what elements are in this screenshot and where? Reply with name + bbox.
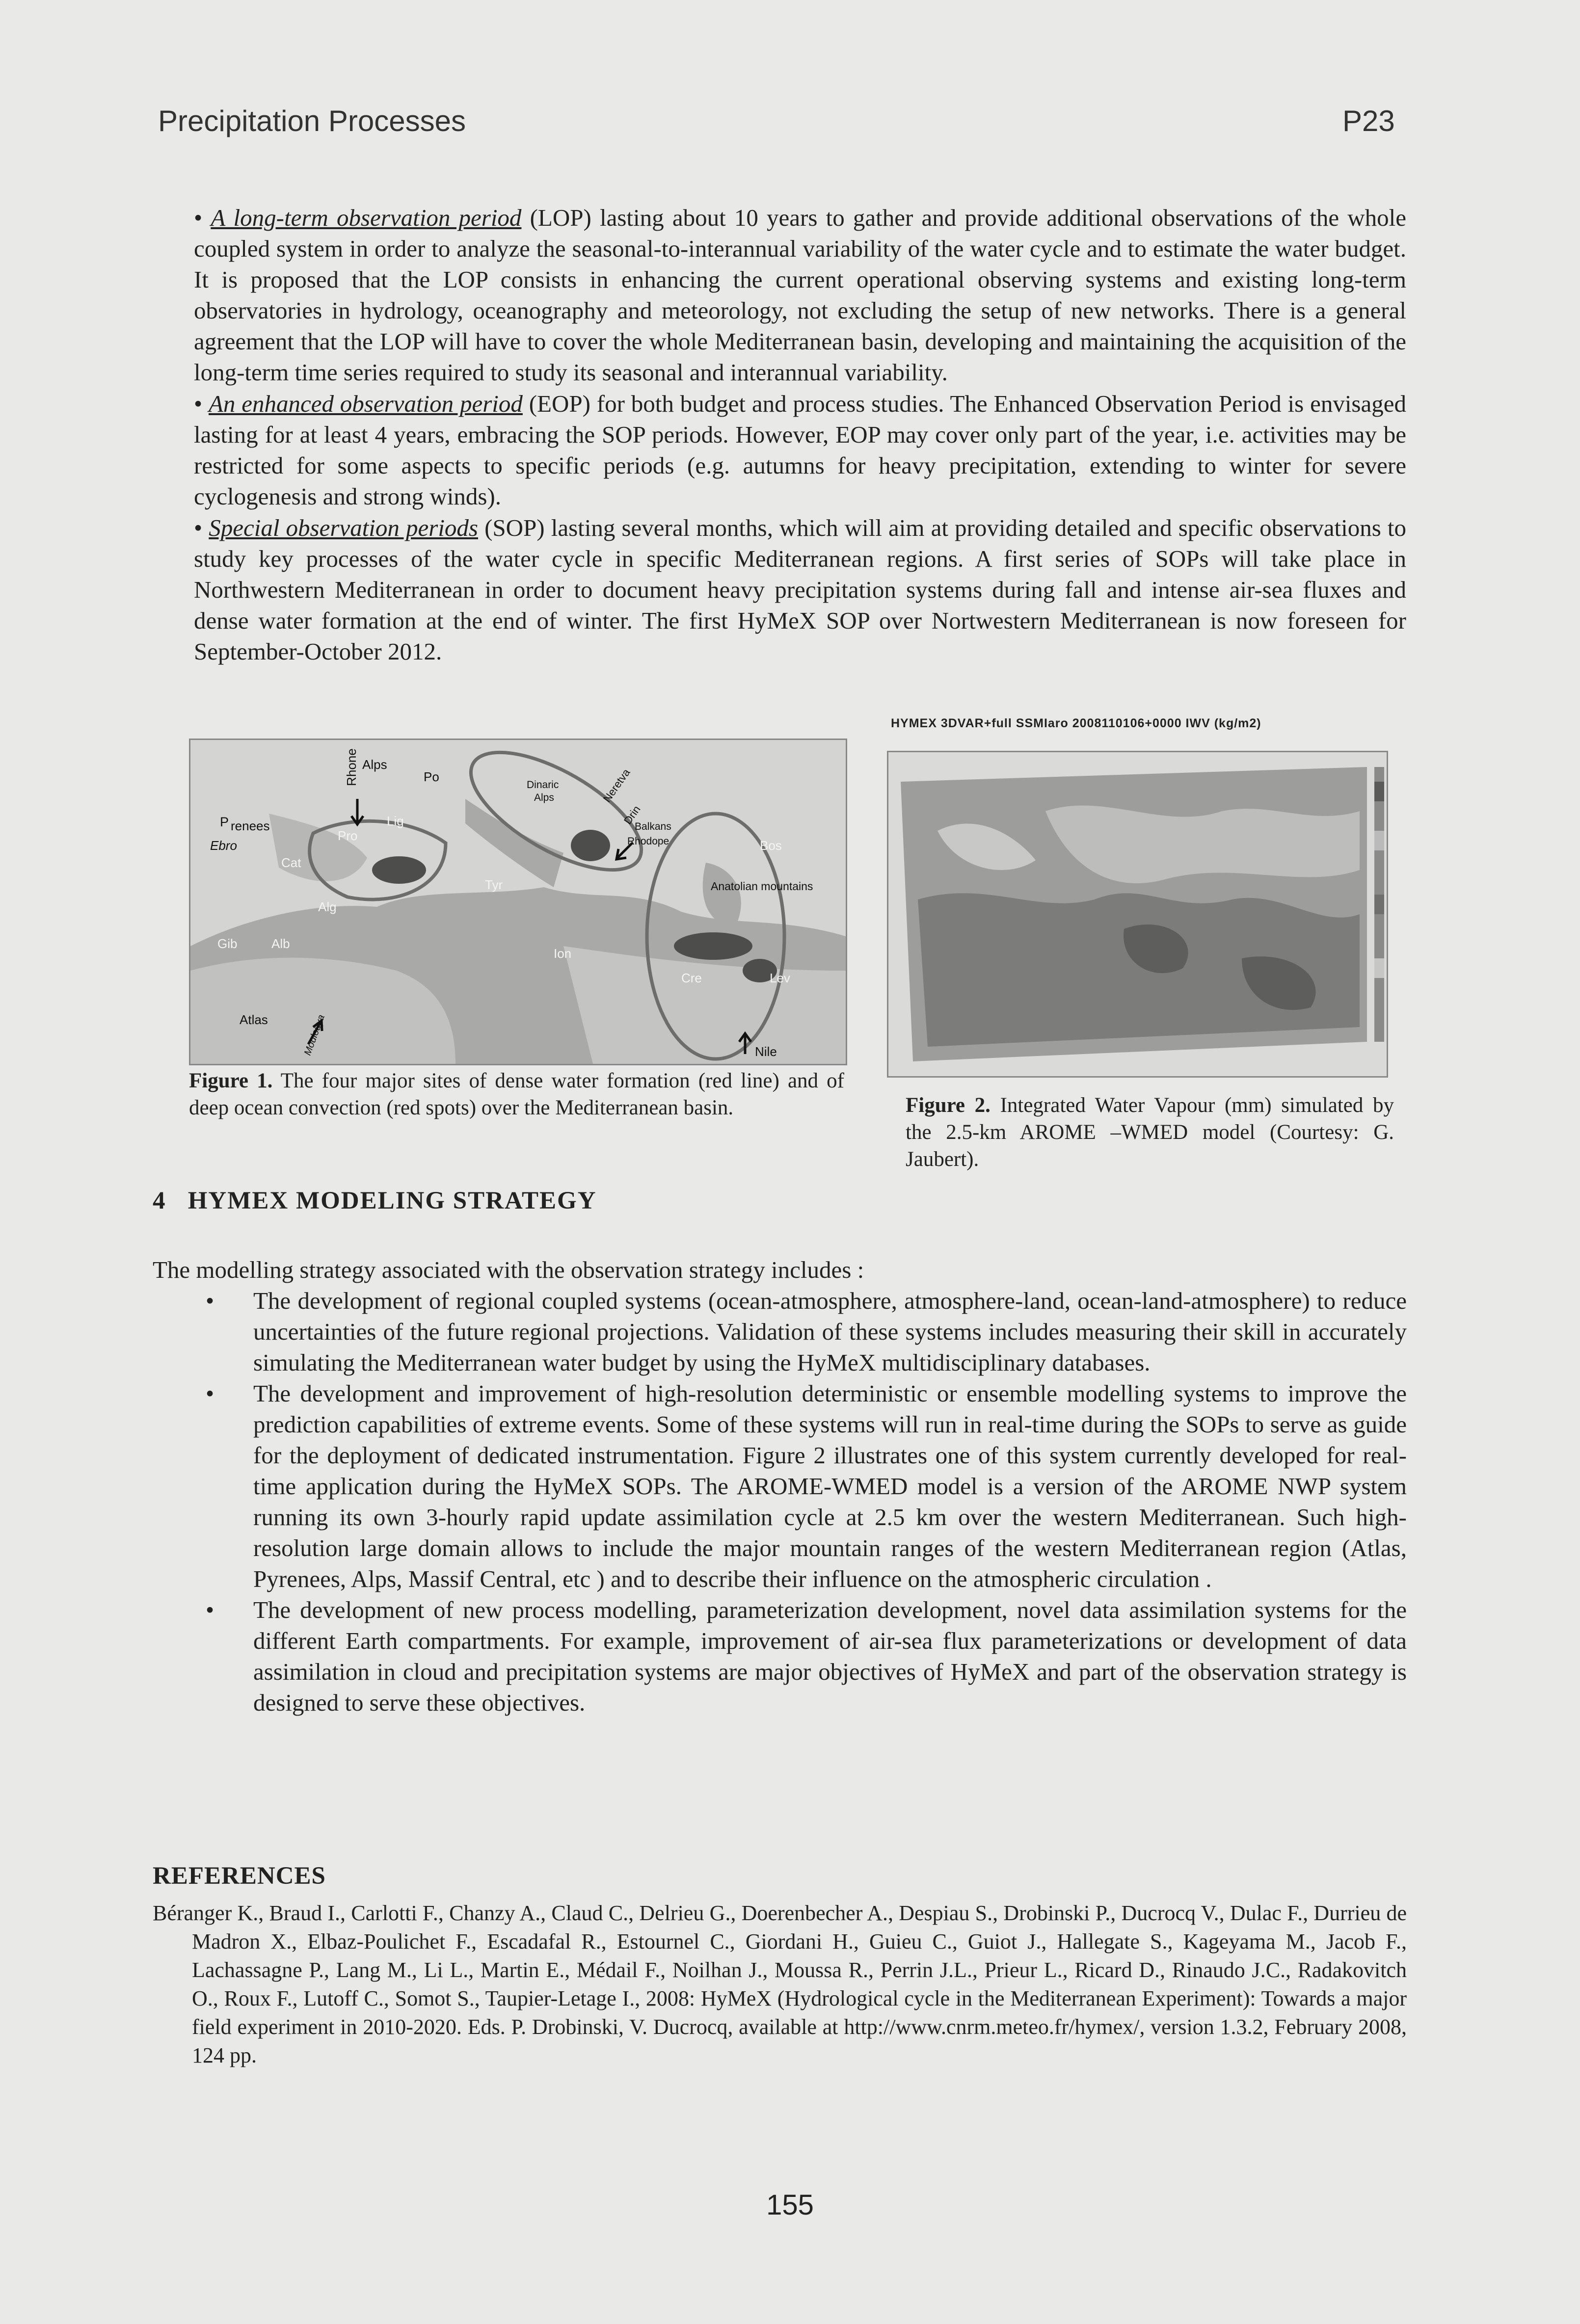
map-label-atlas: Atlas xyxy=(240,1012,268,1027)
obs-text: (LOP) lasting about 10 years to gather and provide additional observations of the whole coupled system in order to analyze the seasonal-to-interannual variability of the water cycle and to estimate the water budget. It is proposed that the LOP consists in enhancing the current operational observing systems and existing long-term observatories in hydrology, oceanography and meteorology, not excluding the setup of new networks. There is a general agreement that the LOP will have to cover the whole Mediterranean basin, developing and maintaining the acquisition of the long-term time series required to study its seasonal and interannual variability. xyxy=(194,204,1406,386)
obs-title: Special observation periods xyxy=(209,514,479,541)
bullet-item: • The development of new process modelling, parameterization development, novel data assimilation systems for the different Earth compartments. For example, improvement of air-sea flux parameterizations or development of data assimilation in cloud and precipitation systems are major objectives of HyMeX and part of the observation strategy is designed to serve these objectives. xyxy=(206,1596,1407,1716)
map-label-neretva: Neretva xyxy=(600,766,633,805)
running-header-left: Precipitation Processes xyxy=(158,105,466,137)
running-header-right: P23 xyxy=(1342,105,1395,137)
map-label-pyrenees: renees xyxy=(231,819,270,833)
bullet-text: The development of new process modelling, parameterization development, novel data assimilation systems for the different Earth compartments. For example, improvement of air-sea flux parameterizations or development of data assimilation in cloud and precipitation systems are major objectives of HyMeX and part of the observation strategy is designed to serve these objectives. xyxy=(253,1596,1407,1716)
bullet-item: • The development and improvement of high-resolution deterministic or ensemble modelling systems to improve the prediction capabilities of extreme events. Some of these systems will run in real-time during the SOPs to serve as guide for the deployment of dedicated instrumentation. Figure 2 illustrates one of this system currently developed for real-time application during the HyMeX SOPs. The AROME-WMED model is a version of the AROME NWP system running its own 3-hourly rapid update assimilation cycle at 2.5 km over the western Mediterranean. Such high-resolution large domain allows to include the major mountain ranges of the western Mediterranean region (Atlas, Pyrenees, Alps, Massif Central, etc ) and to describe their influence on the atmospheric circulation . xyxy=(206,1380,1407,1592)
mediterranean-map xyxy=(190,740,846,1064)
map-label-dinaric: Dinaric xyxy=(527,779,559,791)
obs-text: (SOP) lasting several months, which will aim at providing detailed and specific observations to study key processes of the water cycle in specific Mediterranean regions. A first series of SOPs will take place in Northwestern Mediterranean in order to document heavy precipitation systems during fall and intense air-sea fluxes and dense water formation at the end of winter. The first HyMeX SOP over Nortwestern Mediterranean is now foreseen for September-October 2012. xyxy=(194,514,1407,665)
figure-1-label: Figure 1. xyxy=(189,1069,273,1092)
modelling-strategy-body xyxy=(153,1254,1407,1718)
map-label-lig: Lig xyxy=(387,814,404,828)
section-title: HYMEX MODELING STRATEGY xyxy=(187,1187,597,1215)
obs-title: A long-term observation period xyxy=(211,204,522,231)
map-label-nile: Nile xyxy=(755,1044,777,1059)
map-label-p: P xyxy=(220,815,229,829)
obs-item-lop: • A long-term observation period (LOP) lasting about 10 years to gather and provide additional observations of the whole coupled system in order to analyze the seasonal-to-interannual variability of the water cycle and to estimate the water budget. It is proposed that the LOP consists in enhancing the current operational observing systems and existing long-term observatories in hydrology, oceanography and meteorology, not excluding the setup of new networks. There is a general agreement that the LOP will have to cover the whole Mediterranean basin, developing and maintaining the acquisition of the long-term time series required to study its seasonal and interannual variability. xyxy=(194,204,1406,386)
figure-2-label: Figure 2. xyxy=(906,1094,991,1117)
map-label-cre: Cre xyxy=(681,971,702,985)
bullet-text: The development and improvement of high-resolution deterministic or ensemble modelling systems to improve the prediction capabilities of extreme events. Some of these systems will run in real-time during the SOPs to serve as guide for the deployment of dedicated instrumentation. Figure 2 illustrates one of this system currently developed for real-time application during the HyMeX SOPs. The AROME-WMED model is a version of the AROME NWP system running its own 3-hourly rapid update assimilation cycle at 2.5 km over the western Mediterranean. Such high-resolution large domain allows to include the major mountain ranges of the western Mediterranean region (Atlas, Pyrenees, Alps, Massif Central, etc ) and to describe their influence on the atmospheric circulation . xyxy=(253,1380,1407,1592)
map-label-moulouya: Moulouya xyxy=(302,1013,327,1057)
map-label-tyr: Tyr xyxy=(485,877,503,892)
page-number: 155 xyxy=(766,2189,814,2221)
figure-2-caption xyxy=(906,1092,1394,1173)
figure-1-map xyxy=(189,739,847,1065)
intro-paragraph: The modelling strategy associated with the observation strategy includes : xyxy=(153,1256,864,1283)
figure-1-caption-text: The four major sites of dense water formation (red line) and of deep ocean convection (red spots) over the Mediterranean basin. xyxy=(189,1069,844,1119)
map-label-alg: Alg xyxy=(318,899,337,914)
map-label-bos: Bos xyxy=(760,838,782,853)
figure-2-caption-text: Integrated Water Vapour (mm) simulated by the 2.5-km AROME –WMED model (Courtesy: G. Jaubert). xyxy=(906,1094,1394,1171)
bullet-text: The development of regional coupled systems (ocean-atmosphere, atmosphere-land, ocean-land-atmosphere) to reduce uncertainties of the future regional projections. Validation of these systems includes measuring their skill in accurately simulating the Mediterranean water budget by using the HyMeX multidisciplinary databases. xyxy=(253,1287,1407,1376)
obs-title: An enhanced observation period xyxy=(208,390,523,417)
map-label-ebro: Ebro xyxy=(210,838,237,853)
figure-1-caption xyxy=(189,1067,844,1121)
map-label-gib: Gib xyxy=(217,936,238,951)
map-label-rhodope: Rhodope xyxy=(627,836,669,847)
map-label-rhone: Rhone xyxy=(344,748,359,786)
section-number: 4 xyxy=(153,1187,166,1215)
observation-periods xyxy=(194,202,1406,667)
reference-item: Béranger K., Braud I., Carlotti F., Chanzy A., Claud C., Delrieu G., Doerenbecher A., Despiau S., Drobinski P., Ducrocq V., Dulac F., Durrieu de Madron X., Elbaz-Poulichet F., Escadafal R., Estournel C., Giordani H., Guieu C., Guiot J., Hallegate S., Kageyama M., Jacob F., Lachassagne P., Lang M., Li L., Martin E., Médail F., Noilhan J., Moussa R., Perrin J.L., Prieur L., Ricard D., Rinaudo J.C., Radakovitch O., Roux F., Lutoff C., Somot S., Taupier-Letage I., 2008: HyMeX (Hydrological cycle in the Mediterranean Experiment): Towards a major field experiment in 2010-2020. Eds. P. Drobinski, V. Ducrocq, available at http://www.cnrm.meteo.fr/hymex/, version 1.3.2, February 2008, 124 pp. xyxy=(153,1901,1407,2067)
map-label-alps: Alps xyxy=(362,757,387,772)
map-label-pro: Pro xyxy=(338,828,358,843)
section-heading xyxy=(153,1187,597,1215)
map-label-po: Po xyxy=(424,769,439,784)
figure-2-iwv-map xyxy=(887,751,1388,1078)
iwv-field xyxy=(888,752,1387,1076)
map-label-ion: Ion xyxy=(554,946,572,961)
map-label-balkans: Balkans xyxy=(635,821,671,832)
references-heading: REFERENCES xyxy=(153,1862,326,1890)
map-label-anatolian: Anatolian mountains xyxy=(711,880,813,893)
bullet-item: • The development of regional coupled systems (ocean-atmosphere, atmosphere-land, ocean-land-atmosphere) to reduce uncertainties of the future regional projections. Validation of these systems includes measuring their skill in accurately simulating the Mediterranean water budget by using the HyMeX multidisciplinary databases. xyxy=(206,1287,1407,1376)
map-label-cat: Cat xyxy=(281,855,301,870)
map-label-drin: Drin xyxy=(621,803,643,827)
figure-2-title: HYMEX 3DVAR+full SSMIaro 2008110106+0000 IWV (kg/m2) xyxy=(891,716,1261,730)
map-label-dinaric-alps: Alps xyxy=(534,792,554,803)
map-label-alb: Alb xyxy=(271,936,290,951)
obs-item-sop: • Special observation periods (SOP) lasting several months, which will aim at providing detailed and specific observations to study key processes of the water cycle in specific Mediterranean regions. A first series of SOPs will take place in Northwestern Mediterranean in order to document heavy precipitation systems during fall and intense air-sea fluxes and dense water formation at the end of winter. The first HyMeX SOP over Nortwestern Mediterranean is now foreseen for September-October 2012. xyxy=(194,514,1407,665)
obs-item-eop: • An enhanced observation period (EOP) for both budget and process studies. The Enhanced Observation Period is envisaged lasting for at least 4 years, embracing the SOP periods. However, EOP may cover only part of the year, i.e. activities may be restricted for some aspects to specific periods (e.g. autumns for heavy precipitation, extending to winter for severe cyclogenesis and strong winds). xyxy=(194,390,1406,510)
obs-text: (EOP) for both budget and process studies. The Enhanced Observation Period is envisaged lasting for at least 4 years, embracing the SOP periods. However, EOP may cover only part of the year, i.e. activities may be restricted for some aspects to specific periods (e.g. autumns for heavy precipitation, extending to winter for severe cyclogenesis and strong winds). xyxy=(194,390,1406,510)
map-label-lev: Lev xyxy=(770,971,790,985)
